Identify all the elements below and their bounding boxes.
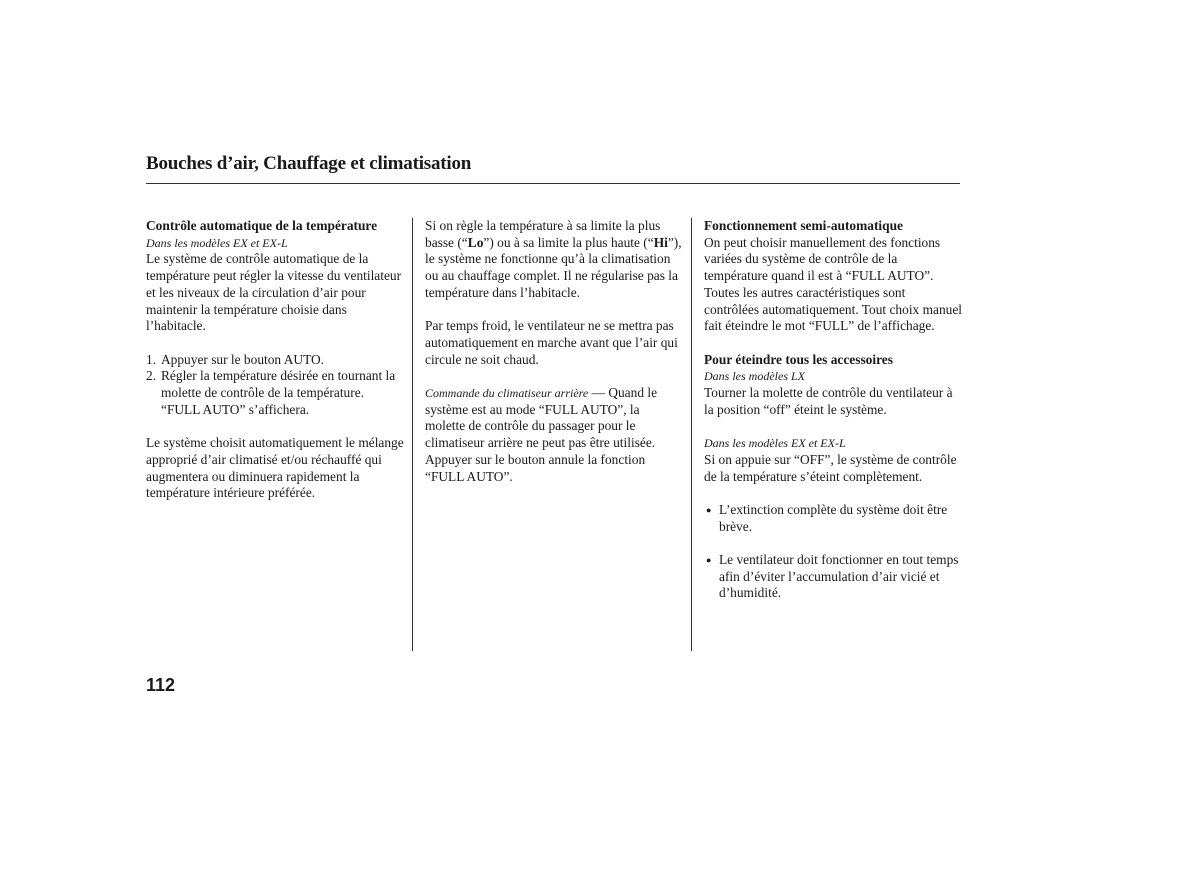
paragraph: Le système de contrôle automatique de la température peut régler la vitesse du ventilateur et les niveaux de la circulation d’air pour maintenir la température choisie dans l’habitacle. [146,251,402,334]
list-item [146,352,404,369]
model-note: Dans les modèles EX et EX-L [146,235,288,250]
model-note: Dans les modèles EX et EX-L [704,436,846,451]
paragraph: Commande du climatiseur arrière — Quand le système est au mode “FULL AUTO”, la molette de contrôle du passager pour le climatiseur arrière ne peut pas être utilisée. Appuyer sur le bouton annule la fonction “FULL AUTO”. [425,385,658,484]
hi-label: Hi [653,234,668,250]
column-3 [704,218,962,602]
column-divider [691,218,692,651]
section-heading: Pour éteindre tous les accessoires [704,351,893,367]
title-rule [146,183,960,184]
column-1 [146,218,404,502]
paragraph: Si on règle la température à sa limite la plus basse (“Lo”) ou à sa limite la plus haute (“Hi”), le système ne fonctionne qu’à la climatisation ou au chauffage complet. Il ne régularise pas la température dans l’habitacle. [425,218,682,300]
bullet-icon: ● [706,555,712,565]
lo-label: Lo [467,234,484,250]
paragraph: Par temps froid, le ventilateur ne se mettra pas automatiquement en marche avant que l’air qui circule ne soit chaud. [425,318,678,367]
paragraph: On peut choisir manuellement des fonctions variées du système de contrôle de la température quand il est à “FULL AUTO”. Toutes les autres caractéristiques sont contrôlées automatiquement. Tout choix manuel fait éteindre le mot “FULL” de l’affichage. [704,234,963,334]
column-divider [412,218,413,651]
paragraph: Tourner la molette de contrôle du ventilateur à la position “off” éteint le système. [704,385,953,417]
model-note: Dans les modèles LX [704,369,805,384]
paragraph: Si on appuie sur “OFF”, le système de contrôle de la température s’éteint complètement. [704,451,957,484]
paragraph: Le système choisit automatiquement le mélange approprié d’air climatisé et/ou réchauffé qui augmentera ou diminuera rapidement la température intérieure préférée. [146,435,404,501]
bullet-text: L’extinction complète du système doit être brève. [719,501,948,534]
bullet-icon: ● [706,504,712,515]
bullet-text: Le ventilateur doit fonctionner en tout temps afin d’éviter l’accumulation d’air vicié et d’humidité. [719,552,959,601]
list-text: Appuyer sur le bouton AUTO. [161,351,325,367]
column-2 [425,218,683,485]
list-number: 2. [146,368,157,384]
bullet-item [704,502,962,535]
page-title: Bouches d’air, Chauffage et climatisation [146,153,472,174]
list-item [146,368,404,418]
page-number: 112 [146,675,176,695]
list-text: Régler la température désirée en tournant la molette de contrôle de la température. “FULL AUTO” s’affichera. [161,368,396,417]
section-heading: Contrôle automatique de la température [146,218,378,233]
inline-heading: Commande du climatiseur arrière [425,386,589,400]
bullet-item [704,552,962,602]
list-number: 1. [146,351,157,367]
section-heading: Fonctionnement semi-automatique [704,218,903,233]
